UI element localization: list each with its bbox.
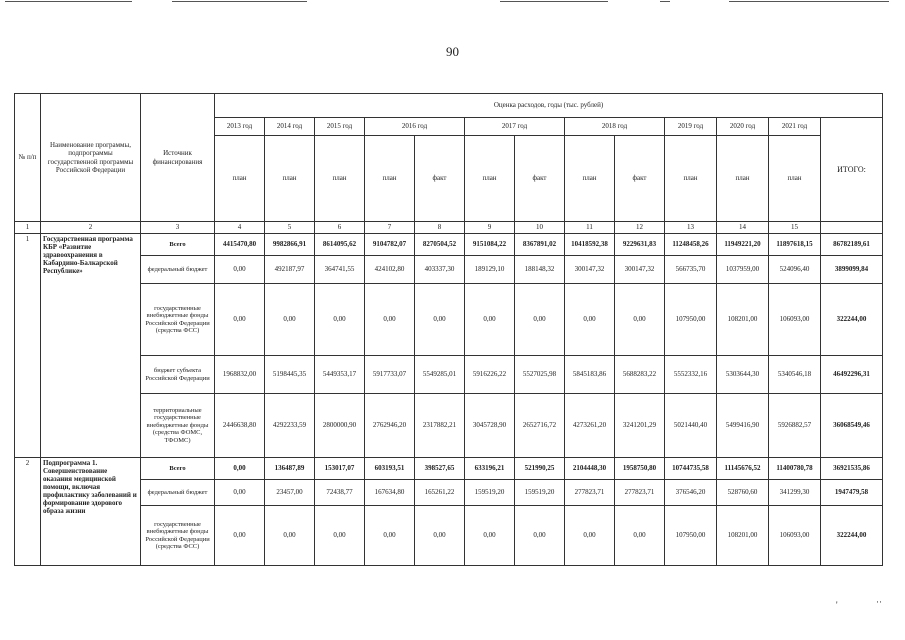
header-name: Наименование программы, подпрограммы государственной программы Российской Федерации [41, 94, 141, 222]
index-cell: 15 [769, 222, 821, 234]
index-cell: 10 [515, 222, 565, 234]
value-cell: 603193,51 [365, 458, 415, 480]
program-number: 1 [15, 234, 41, 458]
header-num: № п/п [15, 94, 41, 222]
value-cell: 0,00 [215, 256, 265, 284]
value-cell: 9229631,83 [615, 234, 665, 256]
value-cell: 108201,00 [717, 284, 769, 356]
top-rule-3 [500, 1, 608, 2]
page-number: 90 [446, 44, 459, 59]
table-row [15, 458, 883, 480]
index-cell: 7 [365, 222, 415, 234]
table-row [15, 256, 883, 284]
table-row [15, 234, 883, 256]
funding-source: государственные внебюджетные фонды Российской Федерации (средства ФСС) [141, 284, 215, 356]
footer-mark: ·· [876, 597, 882, 607]
value-cell: 403337,30 [415, 256, 465, 284]
value-cell: 2762946,20 [365, 394, 415, 458]
value-cell: 2800000,90 [315, 394, 365, 458]
sub-fact: факт [515, 136, 565, 222]
value-cell: 189129,10 [465, 256, 515, 284]
table-row [15, 480, 883, 506]
table-row [15, 394, 883, 458]
value-cell: 5527025,98 [515, 356, 565, 394]
value-cell: 3045728,90 [465, 394, 515, 458]
table-row [15, 356, 883, 394]
value-cell: 0,00 [565, 506, 615, 566]
value-cell: 108201,00 [717, 506, 769, 566]
value-cell: 5303644,30 [717, 356, 769, 394]
total-cell: 36068549,46 [821, 394, 883, 458]
header-total: ИТОГО: [821, 118, 883, 222]
sub-plan: план [717, 136, 769, 222]
value-cell: 528760,60 [717, 480, 769, 506]
top-rule-4 [660, 1, 670, 2]
value-cell: 9104782,07 [365, 234, 415, 256]
year-2021: 2021 год [769, 118, 821, 136]
value-cell: 72438,77 [315, 480, 365, 506]
program-number: 2 [15, 458, 41, 566]
value-cell: 0,00 [265, 506, 315, 566]
funding-source: федеральный бюджет [141, 480, 215, 506]
index-cell: 12 [615, 222, 665, 234]
value-cell: 11949221,20 [717, 234, 769, 256]
value-cell: 2104448,30 [565, 458, 615, 480]
footer-mark: ' [836, 600, 838, 610]
value-cell: 0,00 [215, 506, 265, 566]
total-cell: 3899099,84 [821, 256, 883, 284]
value-cell: 364741,55 [315, 256, 365, 284]
value-cell: 5021440,40 [665, 394, 717, 458]
top-rule-5 [729, 1, 889, 2]
value-cell: 300147,32 [565, 256, 615, 284]
value-cell: 633196,21 [465, 458, 515, 480]
value-cell: 4273261,20 [565, 394, 615, 458]
value-cell: 0,00 [515, 284, 565, 356]
value-cell: 136487,89 [265, 458, 315, 480]
sub-plan: план [365, 136, 415, 222]
index-cell: 6 [315, 222, 365, 234]
value-cell: 0,00 [315, 284, 365, 356]
value-cell: 5549285,01 [415, 356, 465, 394]
value-cell: 11145676,52 [717, 458, 769, 480]
value-cell: 0,00 [465, 506, 515, 566]
value-cell: 5449353,17 [315, 356, 365, 394]
value-cell: 107950,00 [665, 284, 717, 356]
value-cell: 277823,71 [565, 480, 615, 506]
sub-plan: план [465, 136, 515, 222]
table-row [15, 506, 883, 566]
value-cell: 398527,65 [415, 458, 465, 480]
index-cell: 9 [465, 222, 515, 234]
value-cell: 0,00 [615, 506, 665, 566]
value-cell: 521990,25 [515, 458, 565, 480]
value-cell: 159519,20 [465, 480, 515, 506]
funding-source: бюджет субъекта Российской Федерации [141, 356, 215, 394]
index-cell: 11 [565, 222, 615, 234]
index-cell: 2 [41, 222, 141, 234]
program-name: Государственная программа КБР «Развитие здравоохранения в Кабардино-Балкарской Республике» [41, 234, 141, 458]
value-cell: 424102,80 [365, 256, 415, 284]
value-cell: 524096,40 [769, 256, 821, 284]
value-cell: 8367891,02 [515, 234, 565, 256]
value-cell: 106093,00 [769, 506, 821, 566]
value-cell: 300147,32 [615, 256, 665, 284]
value-cell: 10418592,38 [565, 234, 615, 256]
value-cell: 0,00 [365, 284, 415, 356]
value-cell: 0,00 [265, 284, 315, 356]
year-2018: 2018 год [565, 118, 665, 136]
sub-plan: план [665, 136, 717, 222]
value-cell: 5916226,22 [465, 356, 515, 394]
value-cell: 566735,70 [665, 256, 717, 284]
index-cell [821, 222, 883, 234]
value-cell: 0,00 [415, 284, 465, 356]
total-cell: 322244,00 [821, 284, 883, 356]
value-cell: 11248458,26 [665, 234, 717, 256]
value-cell: 5340546,18 [769, 356, 821, 394]
year-2013: 2013 год [215, 118, 265, 136]
value-cell: 376546,20 [665, 480, 717, 506]
sub-fact: факт [415, 136, 465, 222]
year-2016: 2016 год [365, 118, 465, 136]
value-cell: 0,00 [315, 506, 365, 566]
budget-table [14, 93, 883, 566]
year-2017: 2017 год [465, 118, 565, 136]
header-source: Источник финансирования [141, 94, 215, 222]
total-cell: 322244,00 [821, 506, 883, 566]
value-cell: 0,00 [565, 284, 615, 356]
value-cell: 153017,07 [315, 458, 365, 480]
total-cell: 46492296,31 [821, 356, 883, 394]
index-cell: 5 [265, 222, 315, 234]
index-cell: 14 [717, 222, 769, 234]
value-cell: 9151084,22 [465, 234, 515, 256]
sub-plan: план [265, 136, 315, 222]
table-row [15, 284, 883, 356]
value-cell: 188148,32 [515, 256, 565, 284]
top-rule-1 [5, 1, 132, 2]
value-cell: 5917733,07 [365, 356, 415, 394]
year-2019: 2019 год [665, 118, 717, 136]
header-estimate: Оценка расходов, годы (тыс. рублей) [215, 94, 883, 118]
value-cell: 8270504,52 [415, 234, 465, 256]
value-cell: 5552332,16 [665, 356, 717, 394]
value-cell: 0,00 [365, 506, 415, 566]
value-cell: 5499416,90 [717, 394, 769, 458]
value-cell: 5688283,22 [615, 356, 665, 394]
value-cell: 3241201,29 [615, 394, 665, 458]
top-rule-2 [172, 1, 307, 2]
value-cell: 277823,71 [615, 480, 665, 506]
value-cell: 1037959,00 [717, 256, 769, 284]
sub-plan: план [215, 136, 265, 222]
value-cell: 0,00 [515, 506, 565, 566]
program-name: Подпрограмма 1. Совершенствование оказания медицинской помощи, включая профилактику заболеваний и формирование здорового образа жизни [41, 458, 141, 566]
funding-source: территориальные государственные внебюджетные фонды (средства ФОМС, ТФОМС) [141, 394, 215, 458]
funding-source: Всего [141, 458, 215, 480]
value-cell: 2652716,72 [515, 394, 565, 458]
index-cell: 8 [415, 222, 465, 234]
value-cell: 1968832,00 [215, 356, 265, 394]
value-cell: 11400780,78 [769, 458, 821, 480]
value-cell: 0,00 [215, 284, 265, 356]
table-body [15, 234, 883, 566]
value-cell: 11897618,15 [769, 234, 821, 256]
value-cell: 5845183,86 [565, 356, 615, 394]
year-2020: 2020 год [717, 118, 769, 136]
sub-plan: план [565, 136, 615, 222]
value-cell: 0,00 [415, 506, 465, 566]
value-cell: 2317882,21 [415, 394, 465, 458]
value-cell: 0,00 [615, 284, 665, 356]
total-cell: 86782189,61 [821, 234, 883, 256]
value-cell: 492187,97 [265, 256, 315, 284]
value-cell: 4415470,80 [215, 234, 265, 256]
value-cell: 107950,00 [665, 506, 717, 566]
value-cell: 5926882,57 [769, 394, 821, 458]
index-cell: 4 [215, 222, 265, 234]
funding-source: Всего [141, 234, 215, 256]
value-cell: 165261,22 [415, 480, 465, 506]
value-cell: 8614095,62 [315, 234, 365, 256]
value-cell: 0,00 [215, 458, 265, 480]
funding-source: государственные внебюджетные фонды Российской Федерации (средства ФСС) [141, 506, 215, 566]
sub-plan: план [315, 136, 365, 222]
value-cell: 4292233,59 [265, 394, 315, 458]
sub-plan: план [769, 136, 821, 222]
value-cell: 9982866,91 [265, 234, 315, 256]
index-cell: 13 [665, 222, 717, 234]
value-cell: 106093,00 [769, 284, 821, 356]
total-cell: 1947479,58 [821, 480, 883, 506]
value-cell: 23457,00 [265, 480, 315, 506]
value-cell: 10744735,58 [665, 458, 717, 480]
value-cell: 2446638,80 [215, 394, 265, 458]
index-cell: 3 [141, 222, 215, 234]
value-cell: 1958750,80 [615, 458, 665, 480]
index-cell: 1 [15, 222, 41, 234]
value-cell: 5198445,35 [265, 356, 315, 394]
value-cell: 0,00 [215, 480, 265, 506]
year-2014: 2014 год [265, 118, 315, 136]
year-2015: 2015 год [315, 118, 365, 136]
value-cell: 341299,30 [769, 480, 821, 506]
value-cell: 167634,80 [365, 480, 415, 506]
value-cell: 0,00 [465, 284, 515, 356]
funding-source: федеральный бюджет [141, 256, 215, 284]
sub-fact: факт [615, 136, 665, 222]
total-cell: 36921535,86 [821, 458, 883, 480]
value-cell: 159519,20 [515, 480, 565, 506]
